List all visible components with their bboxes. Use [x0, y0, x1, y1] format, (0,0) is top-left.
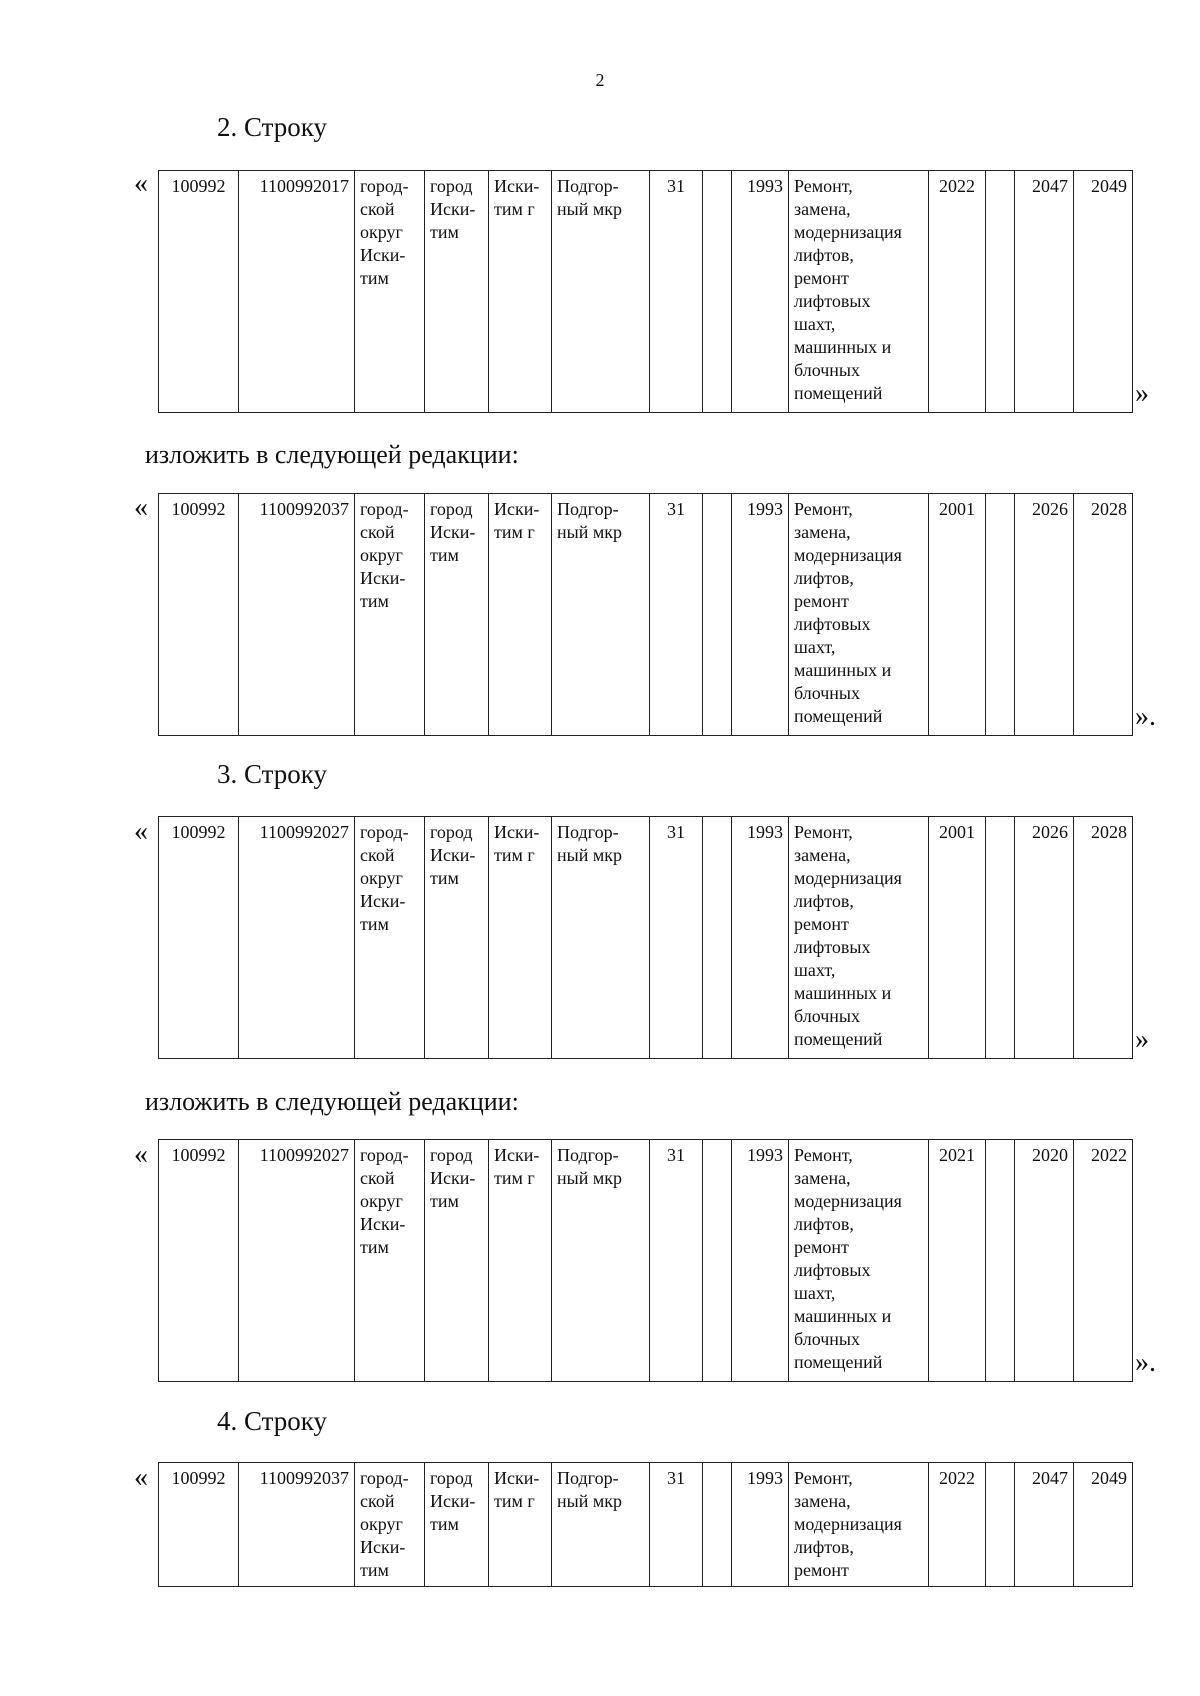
cell-blank [986, 1463, 1015, 1587]
opening-quote: « [134, 492, 148, 523]
cell-last-overhaul-year: 2001 [929, 817, 986, 1059]
cell-house-id: 1100992027 [239, 1140, 355, 1382]
cell-locality: Иски- тим г [489, 171, 552, 413]
cell-plan-end-year: 2049 [1074, 171, 1133, 413]
table-row [159, 1140, 1133, 1382]
cell-work-type: Ремонт, замена, модернизация лифтов, ремонт [789, 1463, 929, 1587]
old-row-table [158, 170, 1133, 413]
cell-settlement: город Иски- тим [425, 494, 489, 736]
cell-code: 100992 [159, 817, 239, 1059]
cell-blank [986, 817, 1015, 1059]
cell-street: Подгор- ный мкр [552, 1140, 650, 1382]
cell-plan-start-year: 2047 [1015, 171, 1074, 413]
cell-settlement: город Иски- тим [425, 171, 489, 413]
closing-quote: » [1135, 378, 1149, 409]
cell-plan-end-year: 2049 [1074, 1463, 1133, 1587]
cell-last-overhaul-year: 2021 [929, 1140, 986, 1382]
cell-street: Подгор- ный мкр [552, 171, 650, 413]
cell-locality: Иски- тим г [489, 1140, 552, 1382]
cell-settlement: город Иски- тим [425, 1463, 489, 1587]
cell-locality: Иски- тим г [489, 817, 552, 1059]
cell-municipal-district: город- ской округ Иски- тим [355, 1140, 425, 1382]
cell-house-id: 1100992037 [239, 1463, 355, 1587]
closing-quote: ». [1135, 701, 1156, 732]
cell-house-number: 31 [650, 1140, 703, 1382]
cell-municipal-district: город- ской округ Иски- тим [355, 1463, 425, 1587]
cell-locality: Иски- тим г [489, 494, 552, 736]
cell-commissioning-year: 1993 [732, 817, 789, 1059]
cell-settlement: город Иски- тим [425, 817, 489, 1059]
section-heading: 2. Строку [217, 112, 328, 142]
table-row [159, 817, 1133, 1059]
cell-building [703, 1463, 732, 1587]
cell-last-overhaul-year: 2022 [929, 171, 986, 413]
cell-code: 100992 [159, 1463, 239, 1587]
cell-house-number: 31 [650, 171, 703, 413]
cell-work-type: Ремонт, замена, модернизация лифтов, ремонт лифтовых шахт, машинных и блочных помещений [789, 171, 929, 413]
cell-blank [986, 494, 1015, 736]
cell-plan-end-year: 2028 [1074, 817, 1133, 1059]
cell-plan-start-year: 2020 [1015, 1140, 1074, 1382]
cell-plan-start-year: 2047 [1015, 1463, 1074, 1587]
opening-quote: « [134, 168, 148, 199]
closing-quote: » [1135, 1024, 1149, 1055]
cell-code: 100992 [159, 171, 239, 413]
cell-plan-end-year: 2028 [1074, 494, 1133, 736]
cell-municipal-district: город- ской округ Иски- тим [355, 171, 425, 413]
cell-street: Подгор- ный мкр [552, 1463, 650, 1587]
cell-work-type: Ремонт, замена, модернизация лифтов, ремонт лифтовых шахт, машинных и блочных помещений [789, 817, 929, 1059]
opening-quote: « [134, 1462, 148, 1493]
opening-quote: « [134, 1139, 148, 1170]
cell-house-number: 31 [650, 1463, 703, 1587]
cell-locality: Иски- тим г [489, 1463, 552, 1587]
new-row-table [158, 1139, 1133, 1382]
cell-last-overhaul-year: 2001 [929, 494, 986, 736]
cell-settlement: город Иски- тим [425, 1140, 489, 1382]
page-number: 2 [595, 70, 605, 90]
instruction-text: изложить в следующей редакции: [145, 440, 519, 469]
section-heading: 3. Строку [217, 759, 328, 789]
opening-quote: « [134, 816, 148, 847]
cell-work-type: Ремонт, замена, модернизация лифтов, ремонт лифтовых шахт, машинных и блочных помещений [789, 1140, 929, 1382]
old-row-table [158, 1462, 1133, 1587]
cell-last-overhaul-year: 2022 [929, 1463, 986, 1587]
cell-building [703, 1140, 732, 1382]
cell-code: 100992 [159, 1140, 239, 1382]
section-heading: 4. Строку [217, 1406, 328, 1436]
cell-commissioning-year: 1993 [732, 1140, 789, 1382]
cell-municipal-district: город- ской округ Иски- тим [355, 494, 425, 736]
cell-house-id: 1100992027 [239, 817, 355, 1059]
cell-commissioning-year: 1993 [732, 1463, 789, 1587]
new-row-table [158, 493, 1133, 736]
cell-plan-start-year: 2026 [1015, 494, 1074, 736]
cell-work-type: Ремонт, замена, модернизация лифтов, ремонт лифтовых шахт, машинных и блочных помещений [789, 494, 929, 736]
table-row [159, 1463, 1133, 1587]
cell-plan-end-year: 2022 [1074, 1140, 1133, 1382]
cell-blank [986, 171, 1015, 413]
cell-street: Подгор- ный мкр [552, 817, 650, 1059]
cell-house-number: 31 [650, 817, 703, 1059]
cell-street: Подгор- ный мкр [552, 494, 650, 736]
cell-building [703, 171, 732, 413]
cell-building [703, 817, 732, 1059]
cell-building [703, 494, 732, 736]
table-row [159, 171, 1133, 413]
cell-commissioning-year: 1993 [732, 171, 789, 413]
cell-code: 100992 [159, 494, 239, 736]
cell-house-id: 1100992037 [239, 494, 355, 736]
closing-quote: ». [1135, 1347, 1156, 1378]
cell-house-number: 31 [650, 494, 703, 736]
table-row [159, 494, 1133, 736]
cell-house-id: 1100992017 [239, 171, 355, 413]
cell-municipal-district: город- ской округ Иски- тим [355, 817, 425, 1059]
instruction-text: изложить в следующей редакции: [145, 1087, 519, 1116]
cell-blank [986, 1140, 1015, 1382]
cell-commissioning-year: 1993 [732, 494, 789, 736]
cell-plan-start-year: 2026 [1015, 817, 1074, 1059]
old-row-table [158, 816, 1133, 1059]
